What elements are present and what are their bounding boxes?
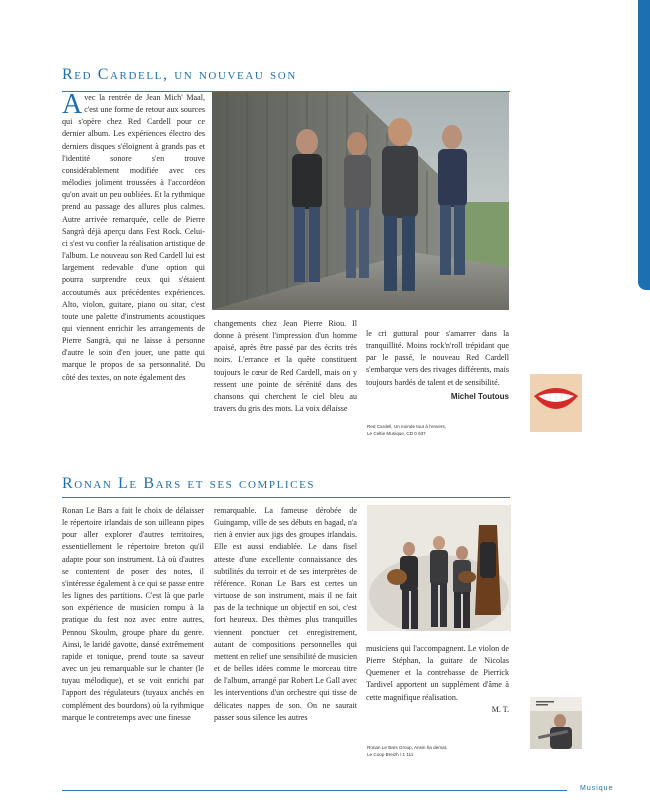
article2-caption-line1: Ronan Le Bars Group, Ansin ha demat, — [367, 745, 448, 750]
album-cover-red-cardell-image — [530, 374, 582, 432]
footer-rule — [62, 790, 567, 791]
footer-section-label: Musique — [580, 785, 614, 792]
article1-caption-line2: Le Celtie Musique, CD 0 637 — [367, 431, 426, 436]
musicians-photo-image — [367, 505, 511, 631]
article1-text-2: changements chez Jean Pierre Riou. Il donne à présent l'impression d'un homme apaisé, après être passé par des écrits très noirs. L'errance et la quête constituent toujours le cœur de Red Cardell, mais on y ressent une pointe de sérénité dans des chansons qui cherchent le ciel bleu au travers du gris des mots. La voix délaisse — [214, 319, 357, 414]
article2-title: Ronan Le Bars et ses complices — [62, 475, 316, 492]
article1-signature: Michel Toutous — [450, 391, 509, 401]
article1-caption — [367, 423, 467, 437]
article2-column-3 — [366, 643, 509, 716]
album-cover-red-cardell — [530, 374, 582, 432]
title-rule — [62, 497, 510, 498]
article1-title: Red Cardell, un nouveau son — [62, 66, 297, 83]
article1-text-3: le cri guttural pour s'amarrer dans la tranquillité. Moins rock'n'roll trépidant que par le passé, le nouveau Red Cardell s'embarque vers des rivages différents, mais toujours bardés de talent et de sensibilité. — [366, 329, 509, 387]
band-photo — [212, 92, 509, 310]
side-tab-marker — [638, 0, 650, 290]
band-photo-image — [212, 92, 509, 310]
article2-text-3: musiciens qui l'accompagnent. Le violon de Pierre Stéphan, la guitare de Nicolas Quemener et la contrebasse de Pierrick Tardivel apportent un supplément d'âme à cette magnifique réalisation. — [366, 644, 509, 702]
album-cover-ronan-le-bars — [530, 697, 582, 749]
album-cover-ronan-le-bars-image — [530, 697, 582, 749]
article2-text-2: remarquable. La fameuse dérobée de Guingamp, ville de ses débuts en bagad, n'a rien à envier aux jigs des groupes irlandais. Elle est aussi endiablée. Le dans fisel atteste d'une excellente connaissance des subtilités du terroir et de ses interprètes de référence. Ronan Le Bars est certes un virtuose de son instrument, mais il ne fait pas de la technique un objectif en soi, c'est fort heureux. Des thèmes plus tranquilles viennent ponctuer cet enregistrement, autant de compositions personnelles qui mettent en relief une sensibilité de musicien et de belles idées comme le morceau titre de l'album, arrangé par Robert Le Gall avec les interventions d'un orchestre qui tisse de délicates nappes de son. On ne saurait passer sous silence les autres — [214, 506, 357, 722]
article2-caption — [367, 744, 477, 758]
article2-caption-line2: Le Coop Breizh / 1 111 — [367, 752, 414, 757]
article1-text-1: vec la rentrée de Jean Mich' Maal, c'est une forme de retour aux sources qui s'opère chez Red Cardell pour ce dernier album. Les expériences électro des derniers disques s'éloignent à grands pas et l'identité sonore s'en trouve considérablement modifiée avec ces mélodies joliment troussées à l'accordéon qu'on avait un peu oubliées. Et la rythmique prend au passage des allures plus calmes. Autre arrivée remarquée, celle de Pierre Sangrà déjà aperçu dans Fest Rock. Celui-ci s'est vu confier la réalisation artistique de l'album. Le nouveau son Red Cardell lui est largement redevable d'une option qui pourra surprendre ceux qui s'étaient accoutumés aux précédentes expériences. Alto, violon, guitare, piano ou sitar, c'est toute une palette d'instruments acoustiques qui viennent enrichir les arrangements de Pierre Sangrà, qui ne laisse à personne d'autre le soin d'en jouer, une patte qui marque le propos de sa personnalité. Du côté des textes, on note également des — [62, 93, 205, 382]
article1-caption-line1: Red Cardell, Un monde tout à l'envers, — [367, 424, 447, 429]
article2-signature: M. T. — [491, 704, 509, 714]
article2-column-2 — [214, 505, 357, 724]
musicians-photo — [367, 505, 511, 631]
article1-column-1 — [62, 89, 205, 384]
article2-column-1 — [62, 505, 204, 724]
dropcap: A — [62, 89, 83, 120]
article1-column-3 — [366, 328, 509, 403]
article1-column-2 — [214, 318, 357, 415]
article2-text-1: Ronan Le Bars a fait le choix de délaisser le répertoire irlandais de son uilleann pipes pour aller explorer d'autres territoires, essentiellement le répertoire breton qu'il adapte pour son instrument. Là où d'autres se contentent de poser des notes, il s'intéresse également à ce qui se passe entre les lignes des partitions. C'est là que parle son expérience de musicien rompu à la pratique du fest noz avec entre autres, Pennou Skoulm, groupe phare du genre. Ainsi, le laridé gavotte, dansé extrêmement rapide et tonique, prend toute sa saveur avec un jeu remarquable sur le chanter (le tuyau mélodique), et se voit enrichi par l'apport des régulateurs (tuyaux anchés en complément des bourdons) où la rythmique marque le contretemps avec une finesse — [62, 506, 204, 722]
